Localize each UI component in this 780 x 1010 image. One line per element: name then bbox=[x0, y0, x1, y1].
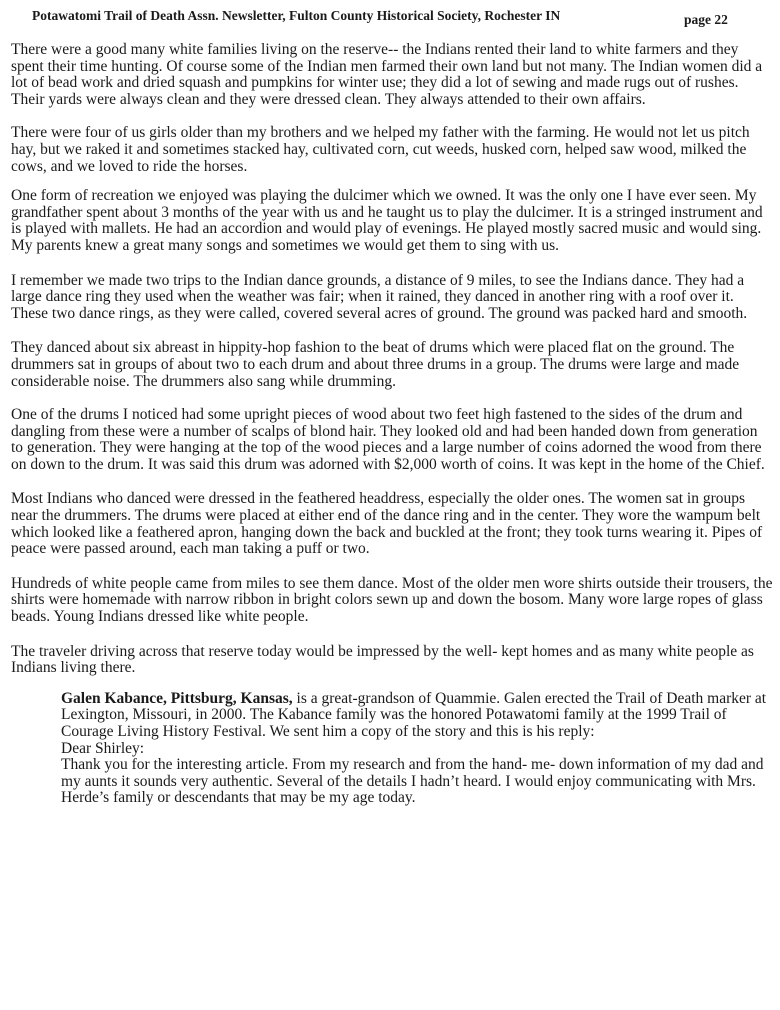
paragraph-reserve-today: The traveler driving across that reserve today would be impressed by the well- kept homes and as many white people as Indians living there. bbox=[11, 642, 754, 677]
paragraph-farm-work: There were four of us girls older than my brothers and we helped my father with the farming. He would not let us pitch hay, but we raked it and sometimes stacked hay, cultivated corn, cut weeds, husked corn, helped saw wood, milked the cows, and we loved to ride the horses. bbox=[11, 124, 750, 175]
galen-lead: Galen Kabance, Pittsburg, Kansas, bbox=[61, 689, 293, 707]
article-body bbox=[11, 42, 773, 807]
letter-salutation: Dear Shirley: bbox=[61, 739, 145, 757]
paragraph-white-visitors: Hundreds of white people came from miles to see them dance. Most of the older men wore shirts outside their trousers, the shirts were homemade with narrow ribbon in bright colors sewn up and down the bosom. Many wore large ropes of glass beads. Young Indians dressed like white people. bbox=[11, 574, 773, 626]
galen-text: is a great-grandson of Quammie. Galen erected the Trail of Death marker at Lexington, Missouri, in 2000. The Kabance family was the honored Potawatomi family at the 1999 Trail of Courage Living History Festival. We sent him a copy of the story and this is his reply: bbox=[61, 689, 767, 740]
newsletter-title: Potawatomi Trail of Death Assn. Newsletter, Fulton County Historical Society, Rochester IN bbox=[32, 8, 561, 23]
paragraph-white-families: There were a good many white families living on the reserve-- the Indians rented their land to white farmers and they spent their time hunting. Of course some of the Indian men farmed their own land but not many. The Indian women did a lot of bead work and dried squash and pumpkins for winter use; they did a lot of sewing and made rugs out of rushes. Their yards were always clean and they were dressed clean. They always attended to their own affairs. bbox=[11, 41, 763, 108]
paragraph-headdress: Most Indians who danced were dressed in the feathered headdress, especially the older ones. The women sat in groups near the drummers. The drums were placed at either end of the dance ring and in the center. They wore the wampum belt which looked like a feathered apron, hanging down the back and buckled at the front; they took turns wearing it. Pipes of peace were passed around, each man taking a puff or two. bbox=[11, 490, 763, 558]
paragraph-dulcimer: One form of recreation we enjoyed was playing the dulcimer which we owned. It was the only one I have ever seen. My grandfather spent about 3 months of the year with us and he taught us to play the dulcimer. It is a stringed instrument and is played with mallets. He had an accordion and would play of evenings. He played mostly sacred music and would sing. My parents knew a great many songs and sometimes we would get them to sing with us. bbox=[11, 187, 763, 254]
paragraph-scalps: One of the drums I noticed had some upright pieces of wood about two feet high fastened to the sides of the drum and dangling from these were a number of scalps of blond hair. They looked old and had been handed down from generation to generation. They were hanging at the top of the wood pieces and a large number of coins adorned the wood from there on down to the drum. It was said this drum was adorned with $2,000 worth of coins. It was kept in the home of the Chief. bbox=[11, 406, 765, 473]
paragraph-drums: They danced about six abreast in hippity-hop fashion to the beat of drums which were placed flat on the ground. The drummers sat in groups of about two to each drum and about three drums in a group. The drums were large and made considerable noise. The drummers also sang while drumming. bbox=[11, 339, 740, 390]
paragraph-dance-grounds: I remember we made two trips to the Indian dance grounds, a distance of 9 miles, to see the Indians dance. They had a large dance ring they used when the weather was fair; when it rained, they danced in another ring with a roof over it. These two dance rings, as they were called, covered several acres of ground. The ground was packed hard and smooth. bbox=[11, 271, 748, 322]
page-header bbox=[32, 6, 760, 28]
letter-body: Thank you for the interesting article. From my research and from the hand- me- down information of my dad and my aunts it sounds very authentic. Several of the details I hadn’t heard. I would enjoy communicating with Mrs. Herde’s family or descendants that may be my age today. bbox=[61, 756, 764, 807]
paragraph-galen-kabance bbox=[11, 691, 773, 741]
page-number: page 22 bbox=[684, 12, 728, 27]
